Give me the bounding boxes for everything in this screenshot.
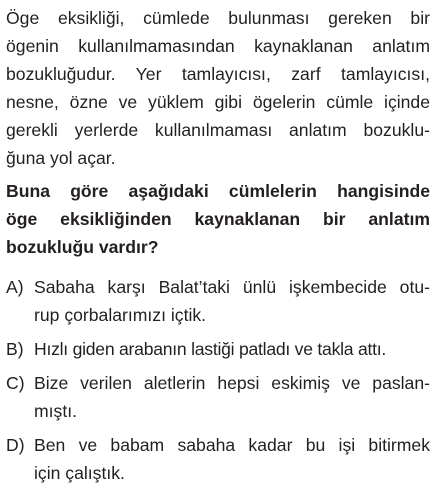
intro-line: ögenin kullanılmamasından kaynaklanan anlatım xyxy=(6,36,430,56)
option-letter: C) xyxy=(6,373,25,393)
intro-line: gerekli yerlerde kullanılmaması anlatım bozuklu- xyxy=(6,120,430,140)
question-line: öge eksikliğinden kaynaklanan bir anlatım xyxy=(6,209,430,229)
question-stem xyxy=(6,177,430,261)
option-letter: A) xyxy=(6,277,24,297)
option-d[interactable] xyxy=(6,431,430,487)
answer-options xyxy=(6,273,430,487)
option-letter: D) xyxy=(6,435,25,455)
option-text-line: Hızlı giden arabanın lastiği patladı ve takla attı. xyxy=(34,339,387,359)
intro-line: nesne, özne ve yüklem gibi ögelerin cümle içinde xyxy=(6,92,430,112)
option-text-line: için çalıştık. xyxy=(34,463,125,483)
option-text-line: Sabaha karşı Balat’taki ünlü işkembecide otu- xyxy=(34,277,430,297)
intro-paragraph xyxy=(6,4,430,172)
option-text-line: Bize verilen aletlerin hepsi eskimiş ve paslan- xyxy=(34,373,430,393)
intro-line: ğuna yol açar. xyxy=(6,148,116,168)
option-text-line: Ben ve babam sabaha kadar bu işi bitirmek xyxy=(34,435,430,455)
intro-line: bozukluğudur. Yer tamlayıcısı, zarf tamlayıcısı, xyxy=(6,64,430,84)
option-letter: B) xyxy=(6,339,24,359)
question-page xyxy=(6,4,430,493)
option-c[interactable] xyxy=(6,369,430,425)
option-text-line: rup çorbalarımızı içtik. xyxy=(34,305,207,325)
intro-line: Öge eksikliği, cümlede bulunması gereken bir xyxy=(6,8,430,28)
question-line: bozukluğu vardır? xyxy=(6,237,159,257)
option-b[interactable] xyxy=(6,335,430,363)
option-a[interactable] xyxy=(6,273,430,329)
option-text-line: mıştı. xyxy=(34,401,78,421)
question-line: Buna göre aşağıdaki cümlelerin hangisinde xyxy=(6,181,430,201)
